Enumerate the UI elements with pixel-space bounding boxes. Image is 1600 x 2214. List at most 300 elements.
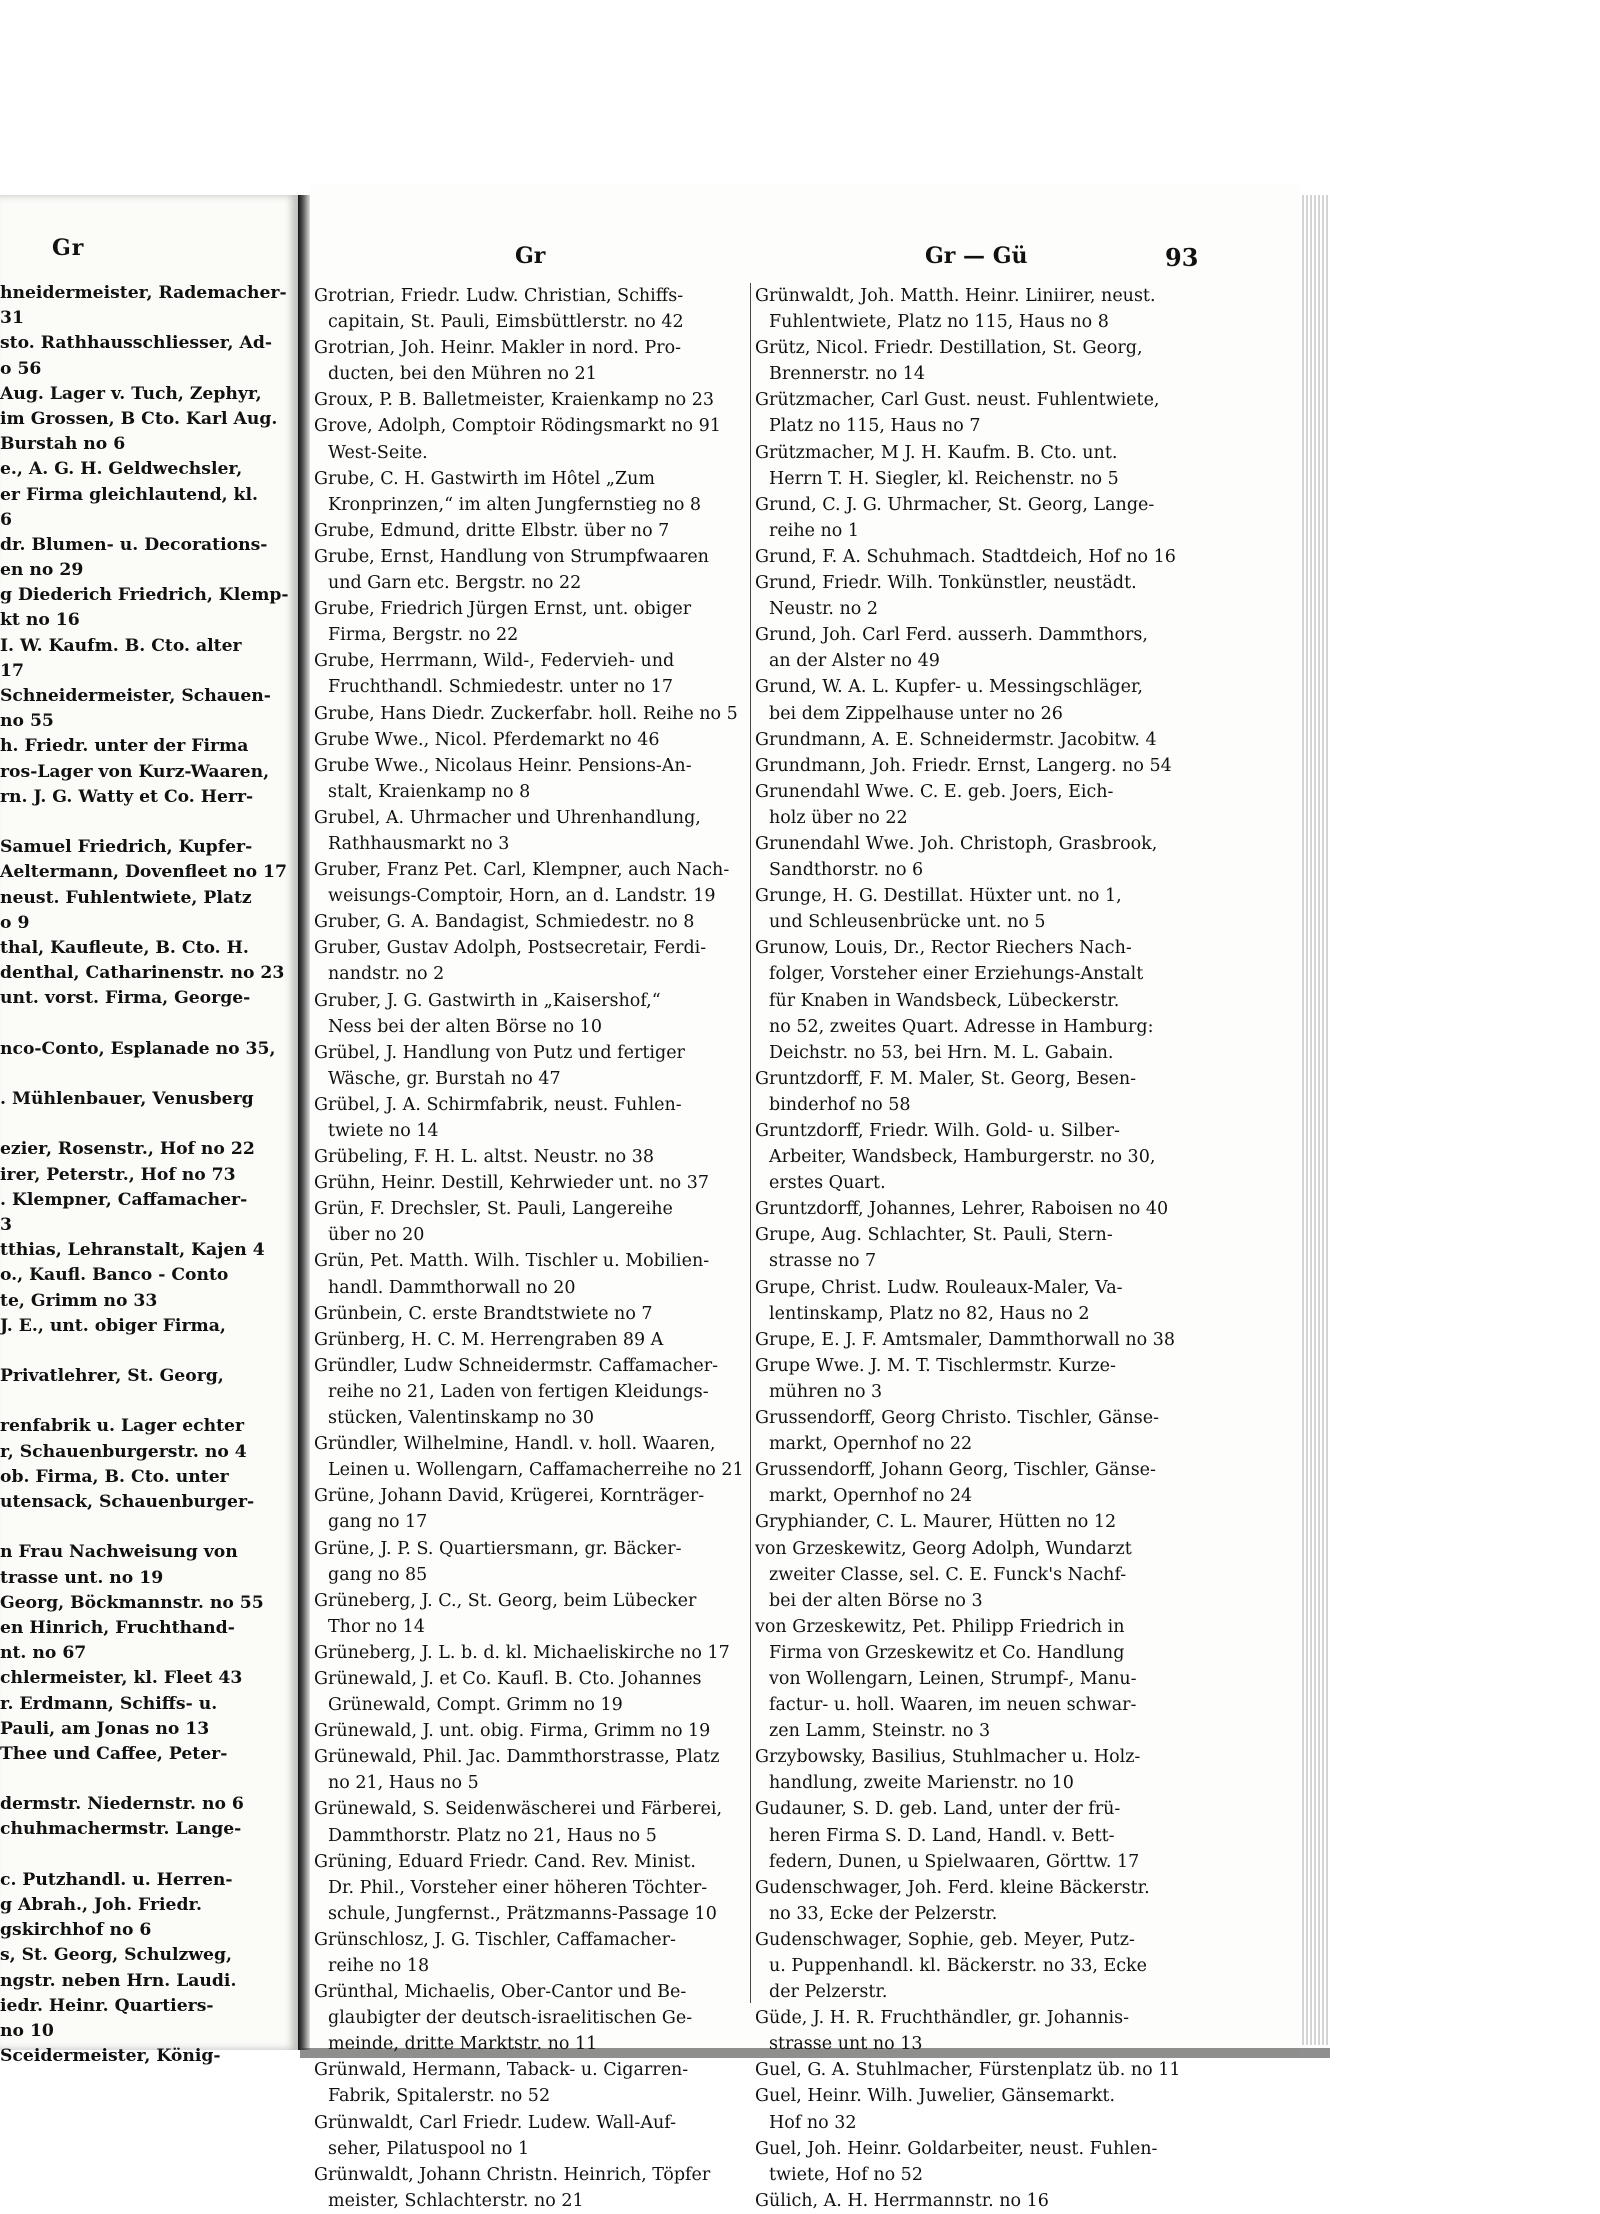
directory-entry (755, 935, 1195, 1065)
text-line: . Klempner, Caffamacher- (0, 1189, 248, 1210)
text-line: chuhmachermstr. Lange- (0, 1819, 242, 1840)
entry-line: von Grzeskewitz, Georg Adolph, Wundarzt (755, 1538, 1132, 1559)
entry-line: strasse no 7 (769, 1251, 877, 1272)
entry-line: Grünewald, S. Seidenwäscherei und Färberei, (314, 1799, 723, 1820)
text-line: utensack, Schauenburger- (0, 1492, 255, 1512)
directory-entry (314, 387, 750, 413)
entry-line: glaubigter der deutsch-israelitischen Ge- (328, 2008, 693, 2029)
directory-entry (314, 935, 750, 987)
entry-line: Herrn T. H. Siegler, kl. Reichenstr. no 5 (769, 468, 1119, 489)
entry-line: Grund, C. J. G. Uhrmacher, St. Georg, Lange- (755, 494, 1155, 515)
directory-entry (314, 518, 750, 544)
entry-line: Neustr. no 2 (769, 599, 879, 620)
text-line (0, 1011, 290, 1036)
directory-entry (755, 2083, 1195, 2135)
entry-line: Grube, Herrmann, Wild-, Federvieh- und (314, 651, 675, 672)
directory-entry (314, 1744, 750, 1796)
page-number: 93 (1165, 243, 1199, 272)
entry-line: Grund, Friedr. Wilh. Tonkünstler, neustädt. (755, 573, 1137, 594)
text-line: Pauli, am Jonas no 13 (0, 1718, 210, 1739)
entry-line: Groux, P. B. Balletmeister, Kraienkamp no 23 (314, 390, 714, 411)
entry-line: Hof no 32 (769, 2112, 857, 2133)
entry-line: Grünewald, Compt. Grimm no 19 (328, 1695, 623, 1716)
entry-line: Fruchthandl. Schmiedestr. unter no 17 (328, 677, 674, 698)
directory-entry (755, 1875, 1195, 1927)
directory-entry (755, 727, 1195, 753)
directory-entry (314, 909, 750, 935)
entry-line: Grupe, E. J. F. Amtsmaler, Dammthorwall no 38 (755, 1329, 1175, 1350)
entry-line: Gruber, G. A. Bandagist, Schmiedestr. no 8 (314, 912, 695, 933)
entry-line: Grundmann, Joh. Friedr. Ernst, Langerg. no 54 (755, 755, 1172, 776)
entry-line: Kronprinzen,“ im alten Jungfernstieg no 8 (328, 494, 702, 515)
entry-line: Grund, Joh. Carl Ferd. ausserh. Dammthors, (755, 625, 1148, 646)
text-line: 3 (0, 1214, 12, 1235)
directory-entry (755, 570, 1195, 622)
entry-line: mühren no 3 (769, 1381, 883, 1402)
entry-line: Grotrian, Joh. Heinr. Makler in nord. Pro- (314, 338, 682, 359)
directory-entry (755, 1927, 1195, 2005)
entry-line: Grussendorff, Johann Georg, Tischler, Gänse- (755, 1460, 1156, 1481)
text-line: unt. vorst. Firma, George- (0, 988, 251, 1009)
directory-entry (314, 1144, 750, 1170)
entry-line: seher, Pilatuspool no 1 (328, 2138, 530, 2159)
text-line: im Grossen, B Cto. Karl Aug. (0, 408, 278, 429)
directory-entry (755, 1118, 1195, 1196)
left-page-fragment (0, 195, 301, 2067)
text-line: no 55 (0, 711, 54, 732)
entry-line: Grüne, Johann David, Krügerei, Kornträger- (314, 1486, 705, 1507)
directory-entry (314, 466, 750, 518)
text-line (0, 810, 290, 835)
entry-line: stalt, Kraienkamp no 8 (328, 781, 531, 802)
directory-entry (755, 1275, 1195, 1327)
directory-entry (314, 753, 750, 805)
directory-entry (314, 1431, 750, 1483)
entry-line: Gülich, A. H. Herrmannstr. no 16 (755, 2190, 1049, 2211)
directory-entry (755, 883, 1195, 935)
entry-line: Grzybowsky, Basilius, Stuhlmacher u. Holz- (755, 1747, 1141, 1768)
entry-line: Grübel, J. A. Schirmfabrik, neust. Fuhlen- (314, 1094, 682, 1115)
entry-line: an der Alster no 49 (769, 651, 940, 672)
entry-line: Grün, F. Drechsler, St. Pauli, Langereihe (314, 1199, 673, 1220)
entry-line: gang no 85 (328, 1564, 428, 1585)
directory-entry (755, 544, 1195, 570)
entry-line: holz über no 22 (769, 807, 908, 828)
entry-line: Guel, Heinr. Wilh. Juwelier, Gänsemarkt. (755, 2086, 1116, 2107)
text-line: trasse unt. no 19 (0, 1567, 164, 1588)
entry-line: markt, Opernhof no 22 (769, 1434, 973, 1455)
text-line: ezier, Rosenstr., Hof no 22 (0, 1139, 255, 1160)
entry-line: Gruber, Gustav Adolph, Postsecretair, Ferdi- (314, 938, 707, 959)
text-line: no 10 (0, 2020, 54, 2041)
entry-line: weisungs-Comptoir, Horn, an d. Landstr. 19 (328, 886, 716, 907)
entry-line: Fuhlentwiete, Platz no 115, Haus no 8 (769, 312, 1109, 333)
text-line: s, St. Georg, Schulzweg, (0, 1945, 232, 1966)
directory-entry (314, 1718, 750, 1744)
directory-entry (314, 335, 750, 387)
entry-line: Grussendorff, Georg Christo. Tischler, Gänse- (755, 1408, 1160, 1429)
entry-line: Sandthorstr. no 6 (769, 860, 924, 881)
entry-line: West-Seite. (328, 442, 428, 463)
entry-line: der Pelzerstr. (769, 1982, 888, 2003)
directory-entry (755, 779, 1195, 831)
text-line: Aug. Lager v. Tuch, Zephyr, (0, 383, 262, 404)
entry-line: Grube, Friedrich Jürgen Ernst, unt. obiger (314, 599, 692, 620)
entry-line: Gudenschwager, Sophie, geb. Meyer, Putz- (755, 1929, 1135, 1950)
text-line: e., A. G. H. Geldwechsler, (0, 459, 243, 480)
entry-line: Gruntzdorff, F. M. Maler, St. Georg, Besen- (755, 1068, 1137, 1089)
entry-line: Dr. Phil., Vorsteher einer höheren Töchter- (328, 1877, 708, 1898)
entry-line: factur- u. holl. Waaren, im neuen schwar- (769, 1695, 1137, 1716)
text-line: er Firma gleichlautend, kl. (0, 484, 258, 505)
text-line: 31 (0, 308, 24, 329)
directory-entry (314, 727, 750, 753)
entry-line: Gruber, Franz Pet. Carl, Klempner, auch Nach- (314, 860, 730, 881)
entry-line: Gudenschwager, Joh. Ferd. kleine Bäckerstr. (755, 1877, 1150, 1898)
text-line: g Abrah., Joh. Friedr. (0, 1895, 202, 1915)
entry-line: zen Lamm, Steinstr. no 3 (769, 1721, 991, 1742)
text-line: en no 29 (0, 560, 84, 581)
entry-line: Platz no 115, Haus no 7 (769, 416, 981, 437)
directory-entry (755, 2005, 1195, 2057)
entry-line: Grübeling, F. H. L. altst. Neustr. no 38 (314, 1147, 655, 1168)
entry-line: schule, Jungfernst., Prätzmanns-Passage 10 (328, 1903, 717, 1924)
directory-column-a (314, 283, 750, 2214)
entry-line: und Schleusenbrücke unt. no 5 (769, 912, 1046, 933)
text-line (0, 1062, 290, 1087)
entry-line: Grube, Ernst, Handlung von Strumpfwaaren (314, 546, 709, 567)
text-line: Privatlehrer, St. Georg, (0, 1366, 224, 1387)
directory-entry (314, 1483, 750, 1535)
text-line (0, 1843, 290, 1868)
directory-entry (314, 1301, 750, 1327)
text-line: r, Schauenburgerstr. no 4 (0, 1441, 247, 1462)
entry-line: Brennerstr. no 14 (769, 364, 926, 385)
text-line: renfabrik u. Lager echter (0, 1416, 245, 1437)
entry-line: capitain, St. Pauli, Eimsbüttlerstr. no 42 (328, 312, 684, 333)
directory-entry (314, 1353, 750, 1431)
directory-entry (755, 492, 1195, 544)
text-line: Burstah no 6 (0, 434, 126, 455)
directory-entry (314, 2057, 750, 2109)
entry-line: erstes Quart. (769, 1173, 886, 1194)
text-line: te, Grimm no 33 (0, 1290, 158, 1311)
entry-line: stücken, Valentinskamp no 30 (328, 1408, 595, 1429)
entry-line: Grünthal, Michaelis, Ober-Cantor und Be- (314, 1982, 687, 2003)
entry-line: Grünberg, H. C. M. Herrengraben 89 A (314, 1329, 664, 1350)
left-page-header: Gr (52, 235, 85, 261)
directory-entry (755, 335, 1195, 387)
entry-line: Grünschlosz, J. G. Tischler, Caffamacher- (314, 1929, 676, 1950)
entry-line: nandstr. no 2 (328, 964, 445, 985)
entry-line: Wäsche, gr. Burstah no 47 (328, 1068, 561, 1089)
directory-entry (755, 1353, 1195, 1405)
directory-entry (314, 283, 750, 335)
entry-line: Grubel, A. Uhrmacher und Uhrenhandlung, (314, 807, 701, 828)
text-line: Thee und Caffee, Peter- (0, 1743, 228, 1764)
text-line: gskirchhof no 6 (0, 1920, 152, 1941)
entry-line: Grünewald, J. et Co. Kaufl. B. Cto. Johannes (314, 1668, 702, 1689)
entry-line: Grube, Edmund, dritte Elbstr. über no 7 (314, 520, 670, 541)
entry-line: Leinen u. Wollengarn, Caffamacherreihe no 21 (328, 1460, 744, 1481)
entry-line: Grund, W. A. L. Kupfer- u. Messingschläger, (755, 677, 1143, 698)
text-line: o 9 (0, 912, 30, 933)
directory-entry (314, 1536, 750, 1588)
text-line: chlermeister, kl. Fleet 43 (0, 1668, 243, 1689)
left-page-column (0, 281, 290, 2069)
entry-line: Grütz, Nicol. Friedr. Destillation, St. Georg, (755, 338, 1143, 359)
entry-line: Arbeiter, Wandsbeck, Hamburgerstr. no 30, (769, 1147, 1156, 1168)
text-line: Sceidermeister, König- (0, 2046, 221, 2067)
text-line (0, 1767, 290, 1792)
directory-entry (755, 1796, 1195, 1874)
text-line (0, 1515, 290, 1540)
entry-line: twiete, Hof no 52 (769, 2164, 923, 2185)
directory-entry (755, 1614, 1195, 1744)
column-divider (750, 283, 751, 2003)
directory-entry (314, 1849, 750, 1927)
entry-line: Firma von Grzeskewitz et Co. Handlung (769, 1642, 1125, 1663)
entry-line: Gruber, J. G. Gastwirth in „Kaisershof,“ (314, 990, 661, 1011)
directory-entry (755, 1196, 1195, 1222)
entry-line: Deichstr. no 53, bei Hrn. M. L. Gabain. (769, 1042, 1114, 1063)
entry-line: handlung, zweite Marienstr. no 10 (769, 1773, 1074, 1794)
directory-entry (755, 622, 1195, 674)
entry-line: Grüneberg, J. C., St. Georg, beim Lübecker (314, 1590, 697, 1611)
directory-entry (314, 1927, 750, 1979)
directory-entry (314, 1092, 750, 1144)
entry-line: Grundmann, A. E. Schneidermstr. Jacobitw. 4 (755, 729, 1157, 750)
directory-entry (314, 1248, 750, 1300)
text-line: h. Friedr. unter der Firma (0, 736, 249, 757)
entry-line: für Knaben in Wandsbeck, Lübeckerstr. (769, 990, 1120, 1011)
text-line: ob. Firma, B. Cto. unter (0, 1466, 229, 1487)
running-header-range: Gr — Gü (925, 243, 1028, 269)
directory-entry (314, 1196, 750, 1248)
entry-line: Thor no 14 (328, 1616, 426, 1637)
entry-line: Grunge, H. G. Destillat. Hüxter unt. no 1, (755, 886, 1122, 907)
directory-entry (755, 283, 1195, 335)
page-edge-stack (1300, 195, 1330, 2045)
entry-line: no 21, Haus no 5 (328, 1773, 479, 1794)
entry-line: no 52, zweites Quart. Adresse in Hamburg: (769, 1016, 1154, 1037)
text-line: 17 (0, 660, 24, 681)
entry-line: Fabrik, Spitalerstr. no 52 (328, 2086, 551, 2107)
entry-line: von Grzeskewitz, Pet. Philipp Friedrich in (755, 1616, 1125, 1637)
text-line: thal, Kaufleute, B. Cto. H. (0, 937, 249, 958)
text-line: iedr. Heinr. Quartiers- (0, 1995, 214, 2016)
text-line: Georg, Böckmannstr. no 55 (0, 1592, 264, 1613)
book-gutter (298, 195, 310, 2050)
entry-line: Guel, Joh. Heinr. Goldarbeiter, neust. Fuhlen- (755, 2138, 1158, 2159)
text-line: ngstr. neben Hrn. Laudi. (0, 1970, 237, 1991)
text-line: hneidermeister, Rademacher- (0, 283, 287, 303)
directory-entry (314, 1170, 750, 1196)
entry-line: Grünewald, J. unt. obig. Firma, Grimm no 19 (314, 1721, 711, 1742)
text-line: nco-Conto, Esplanade no 35, (0, 1038, 276, 1059)
entry-line: Grühn, Heinr. Destill, Kehrwieder unt. no 37 (314, 1173, 710, 1194)
entry-line: Guel, G. A. Stuhlmacher, Fürstenplatz üb. no 11 (755, 2060, 1181, 2081)
text-line: Aeltermann, Dovenfleet no 17 (0, 862, 287, 883)
entry-line: Firma, Bergstr. no 22 (328, 625, 519, 646)
directory-entry (314, 1796, 750, 1848)
entry-line: und Garn etc. Bergstr. no 22 (328, 573, 582, 594)
directory-entry (314, 1327, 750, 1353)
text-line (0, 1339, 290, 1364)
entry-line: Grüne, J. P. S. Quartiersmann, gr. Bäcker- (314, 1538, 682, 1559)
entry-line: Grupe, Christ. Ludw. Rouleaux-Maler, Va- (755, 1277, 1123, 1298)
entry-line: Gryphiander, C. L. Maurer, Hütten no 12 (755, 1512, 1117, 1533)
entry-line: folger, Vorsteher einer Erziehungs-Anstalt (769, 964, 1144, 985)
entry-line: Dammthorstr. Platz no 21, Haus no 5 (328, 1825, 657, 1846)
text-line (0, 1389, 290, 1414)
directory-entry (755, 387, 1195, 439)
entry-line: Grube, C. H. Gastwirth im Hôtel „Zum (314, 468, 656, 489)
directory-entry (314, 857, 750, 909)
entry-line: Grube Wwe., Nicolaus Heinr. Pensions-An- (314, 755, 692, 776)
text-line: irer, Peterstr., Hof no 73 (0, 1164, 236, 1185)
entry-line: Grünwaldt, Carl Friedr. Ludew. Wall-Auf- (314, 2112, 676, 2133)
entry-line: zweiter Classe, sel. C. E. Funck's Nachf- (769, 1564, 1127, 1585)
entry-line: federn, Dunen, u Spielwaaren, Görttw. 17 (769, 1851, 1140, 1872)
text-line: Schneidermeister, Schauen- (0, 686, 271, 706)
text-line: g Diederich Friedrich, Klemp- (0, 585, 289, 606)
text-line (0, 1112, 290, 1137)
entry-line: Grünwaldt, Johann Christn. Heinrich, Töpfer (314, 2164, 711, 2185)
text-line: 6 (0, 509, 12, 530)
directory-entry (755, 831, 1195, 883)
entry-line: reihe no 1 (769, 520, 860, 541)
text-line: sto. Rathhausschliesser, Ad- (0, 333, 272, 354)
directory-entry (755, 2057, 1195, 2083)
entry-line: Grüning, Eduard Friedr. Cand. Rev. Minist. (314, 1851, 696, 1872)
text-line: tthias, Lehranstalt, Kajen 4 (0, 1240, 265, 1261)
entry-line: meinde, dritte Marktstr. no 11 (328, 2034, 598, 2055)
directory-entry (755, 1457, 1195, 1509)
text-line: rn. J. G. Watty et Co. Herr- (0, 786, 254, 807)
entry-line: Grüneberg, J. L. b. d. kl. Michaeliskirche no 17 (314, 1642, 730, 1663)
directory-entry (755, 1509, 1195, 1535)
directory-entry (314, 1979, 750, 2057)
directory-entry (314, 805, 750, 857)
entry-line: heren Firma S. D. Land, Handl. v. Bett- (769, 1825, 1115, 1846)
entry-line: bei der alten Börse no 3 (769, 1590, 983, 1611)
directory-entry (314, 413, 750, 465)
entry-line: Grunendahl Wwe. Joh. Christoph, Grasbrook, (755, 833, 1158, 854)
entry-line: Ness bei der alten Börse no 10 (328, 1016, 602, 1037)
text-line: n Frau Nachweisung von (0, 1542, 238, 1563)
entry-line: Grupe, Aug. Schlachter, St. Pauli, Stern- (755, 1225, 1113, 1246)
entry-line: Gründler, Wilhelmine, Handl. v. holl. Waaren, (314, 1434, 716, 1455)
directory-entry (314, 2110, 750, 2162)
directory-entry (755, 674, 1195, 726)
entry-line: Grün, Pet. Matth. Wilh. Tischler u. Mobilien- (314, 1251, 710, 1272)
directory-entry (755, 1405, 1195, 1457)
text-line: kt no 16 (0, 610, 80, 631)
text-line: nt. no 67 (0, 1643, 87, 1664)
entry-line: lentinskamp, Platz no 82, Haus no 2 (769, 1303, 1090, 1324)
directory-entry (314, 648, 750, 700)
entry-line: gang no 17 (328, 1512, 428, 1533)
text-line: o., Kaufl. Banco - Conto (0, 1265, 229, 1286)
entry-line: Grübel, J. Handlung von Putz und fertiger (314, 1042, 685, 1063)
directory-entry (314, 1588, 750, 1640)
directory-entry (314, 988, 750, 1040)
text-line: Samuel Friedrich, Kupfer- (0, 837, 253, 858)
entry-line: reihe no 21, Laden von fertigen Kleidungs- (328, 1381, 709, 1402)
text-line: denthal, Catharinenstr. no 23 (0, 963, 285, 984)
entry-line: Grützmacher, Carl Gust. neust. Fuhlentwiete, (755, 390, 1160, 411)
entry-line: Grützmacher, M J. H. Kaufm. B. Cto. unt. (755, 442, 1118, 463)
directory-entry (755, 1744, 1195, 1796)
entry-line: binderhof no 58 (769, 1094, 911, 1115)
entry-line: Grotrian, Friedr. Ludw. Christian, Schiffs- (314, 286, 684, 306)
text-line: ros-Lager von Kurz-Waaren, (0, 761, 270, 782)
running-header-center: Gr (515, 243, 546, 269)
directory-entry (755, 2136, 1195, 2188)
directory-entry (314, 596, 750, 648)
entry-line: u. Puppenhandl. kl. Bäckerstr. no 33, Ecke (769, 1956, 1148, 1976)
entry-line: Grupe Wwe. J. M. T. Tischlermstr. Kurze- (755, 1355, 1116, 1376)
entry-line: twiete no 14 (328, 1121, 439, 1141)
entry-line: Rathhausmarkt no 3 (328, 833, 510, 854)
text-line: c. Putzhandl. u. Herren- (0, 1869, 233, 1890)
text-line: . Mühlenbauer, Venusberg (0, 1089, 254, 1109)
text-line: dermstr. Niedernstr. no 6 (0, 1794, 244, 1815)
entry-line: Grove, Adolph, Comptoir Rödingsmarkt no 91 (314, 416, 721, 437)
entry-line: strasse unt no 13 (769, 2034, 923, 2055)
text-line: dr. Blumen- u. Decorations- (0, 534, 268, 555)
entry-line: Gudauner, S. D. geb. Land, unter der frü- (755, 1799, 1121, 1820)
text-line: r. Erdmann, Schiffs- u. (0, 1693, 218, 1714)
entry-line: Gründler, Ludw Schneidermstr. Caffamacher- (314, 1355, 719, 1376)
entry-line: Grube, Hans Diedr. Zuckerfabr. holl. Reihe no 5 (314, 703, 738, 724)
entry-line: markt, Opernhof no 24 (769, 1486, 973, 1507)
directory-entry (755, 440, 1195, 492)
text-line: o 56 (0, 358, 42, 379)
entry-line: Güde, J. H. R. Fruchthändler, gr. Johannis- (755, 2008, 1130, 2029)
directory-entry (755, 1222, 1195, 1274)
directory-entry (755, 1536, 1195, 1614)
entry-line: Grünewald, Phil. Jac. Dammthorstrasse, Platz (314, 1747, 720, 1768)
directory-entry (755, 1327, 1195, 1353)
entry-line: ducten, bei den Mühren no 21 (328, 364, 597, 385)
directory-entry (755, 1066, 1195, 1118)
text-line: en Hinrich, Fruchthand- (0, 1617, 235, 1638)
text-line: neust. Fuhlentwiete, Platz (0, 887, 252, 908)
entry-line: über no 20 (328, 1225, 425, 1246)
entry-line: von Wollengarn, Leinen, Strumpf-, Manu- (769, 1668, 1137, 1689)
entry-line: Grube Wwe., Nicol. Pferdemarkt no 46 (314, 729, 660, 750)
directory-column-b (755, 283, 1195, 2214)
directory-entry (755, 753, 1195, 779)
directory-entry (314, 544, 750, 596)
directory-entry (314, 2162, 750, 2214)
text-line: J. E., unt. obiger Firma, (0, 1315, 226, 1336)
directory-entry (314, 701, 750, 727)
entry-line: no 33, Ecke der Pelzerstr. (769, 1903, 998, 1924)
entry-line: reihe no 18 (328, 1956, 430, 1976)
entry-line: Grünbein, C. erste Brandtstwiete no 7 (314, 1303, 653, 1324)
entry-line: Grünwaldt, Joh. Matth. Heinr. Liniirer, neust. (755, 286, 1156, 306)
directory-entry (314, 1666, 750, 1718)
directory-entry (314, 1640, 750, 1666)
entry-line: Grunendahl Wwe. C. E. geb. Joers, Eich- (755, 781, 1114, 802)
entry-line: Grünwald, Hermann, Taback- u. Cigarren- (314, 2060, 689, 2081)
directory-entry (755, 2188, 1195, 2214)
text-line: I. W. Kaufm. B. Cto. alter (0, 635, 242, 656)
entry-line: bei dem Zippelhause unter no 26 (769, 703, 1063, 724)
